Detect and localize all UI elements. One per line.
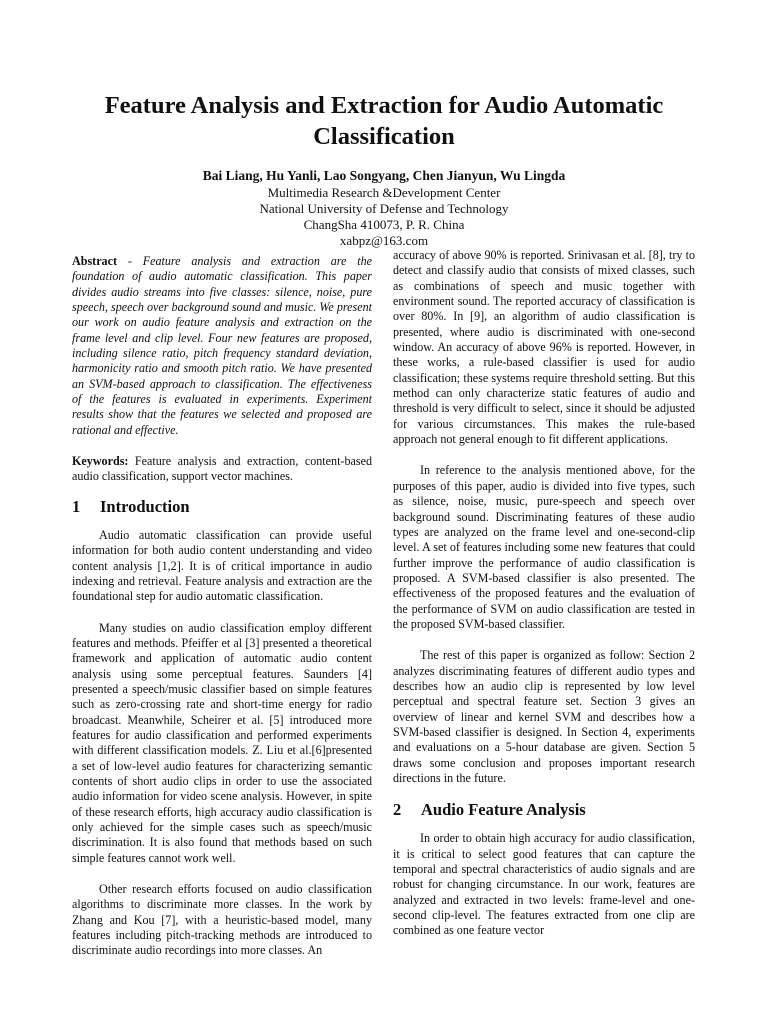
title-line-2: Classification (313, 123, 455, 150)
section-heading-audio-feature-analysis (393, 800, 695, 820)
author-block (40, 168, 728, 249)
section2-paragraph-1: In order to obtain high accuracy for audio classification, it is critical to select good features that can capture the temporal and spectral characteristics of audio signals and are robust for changing circumstance. In our work, features are analyzed and extracted in two levels: frame-level and one-second clip-level. The features extracted from one clip are combined as one feature vector (393, 831, 695, 938)
abstract-text: - Feature analysis and extraction are the foundation of audio automatic classification. This paper divides audio streams into five classes: silence, noise, pure speech, speech over background sound and music. We present our work on audio feature analysis and extraction on the frame level and clip level. Four new features are proposed, including silence ratio, pitch frequency standard deviation, harmonicity ratio and smooth pitch ratio. We have presented an SVM-based approach to classification. The effectiveness of the features is evaluated in experiments. Experiment results show that the features we selected and proposed are rational and effective. (72, 254, 372, 437)
address: ChangSha 410073, P. R. China (303, 217, 465, 232)
intro-paragraph-3-continued: accuracy of above 90% is reported. Srinivasan et al. [8], try to detect and classify audio that consists of mixed classes, such as combinations of speech and music together with environment sound. The reported accuracy of classification is over 80%. In [9], an algorithm of audio classification is presented, where audio is discriminated with one-second window. An accuracy of above 96% is reported. However, in these works, a rule-based classifier is used for audio classification; these systems require threshold setting. But this method can only characterize static features of audio and threshold is very difficult to select, since it should be adjusted for various circumstances. This makes the rule-based approach not general enough to fit different applications. (393, 248, 695, 447)
keywords-label: Keywords: (72, 454, 129, 469)
section-number: 2 (393, 800, 402, 820)
author-names: Bai Liang, Hu Yanli, Lao Songyang, Chen Jianyun, Wu Lingda (202, 168, 566, 183)
section-heading-introduction (72, 497, 372, 517)
section-title: Audio Feature Analysis (421, 800, 586, 820)
right-column (393, 248, 695, 939)
section-number: 1 (72, 496, 81, 516)
paper-title (40, 90, 728, 152)
keywords-text: Feature analysis and extraction, content-based audio classification, support vector machines. (72, 454, 372, 484)
abstract (72, 254, 372, 438)
email: xabpz@163.com (339, 233, 429, 248)
section-title: Introduction (100, 496, 190, 516)
title-line-1: Feature Analysis and Extraction for Audio Automatic (104, 92, 664, 119)
abstract-label: Abstract (72, 254, 118, 268)
keywords (72, 454, 372, 485)
intro-paragraph-4: In reference to the analysis mentioned above, for the purposes of this paper, audio is divided into five types, such as silence, noise, music, pure-speech and speech over background sound. Discriminating features of these audio types are analyzed on the frame level and one-second-clip level. A set of features including some new features that could further improve the performance of audio classification is proposed. A SVM-based classifier is also presented. The effectiveness of the proposed features and the evaluation of the performance of SVM on audio classification are tested in the proposed SVM-based classifier. (393, 463, 695, 631)
intro-paragraph-1: Audio automatic classification can provide useful information for both audio content understanding and video content analysis [1,2]. It is of critical importance in audio indexing and retrieval. Feature analysis and extraction are the foundational step for audio automatic classification. (72, 527, 372, 604)
left-column (72, 254, 372, 959)
affiliation-1: Multimedia Research &Development Center (267, 185, 501, 200)
affiliation-2: National University of Defense and Technology (259, 201, 509, 216)
intro-paragraph-3: Other research efforts focused on audio classification algorithms to discriminate more classes. In the work by Zhang and Kou [7], with a heuristic-based model, many features including pitch-tracking methods are introduced to discriminate audio recordings into more classes. An (72, 882, 372, 958)
intro-paragraph-2: Many studies on audio classification employ different features and methods. Pfeiffer et al [3] presented a theoretical framework and application of automatic audio content analysis using some perceptual features. Saunders [4] presented a speech/music classifier based on simple features such as zero-crossing rate and short-time energy for radio broadcast. Meanwhile, Scheirer et al. [5] introduced more features for audio classification and performed experiments with different classification models. Z. Liu et al.[6]presented a set of low-level audio features for characterizing semantic contents of short audio clips in order to use the associated audio information for video scene analysis. However, in spite of these research efforts, high accuracy audio classification is only achieved for the simple cases such as speech/music discrimination. It is also found that methods based on such simple features cannot work well. (72, 620, 372, 865)
intro-paragraph-5: The rest of this paper is organized as follow: Section 2 analyzes discriminating features of different audio types and describes how an audio clip is represented by low level perceptual and spectral feature set. Section 3 gives an overview of linear and kernel SVM and describes how a SVM-based classifier is designed. In Section 4, experiments and evaluations on a 5-hour database are given. Section 5 draws some conclusion and proposes important research directions in the future. (393, 648, 695, 785)
